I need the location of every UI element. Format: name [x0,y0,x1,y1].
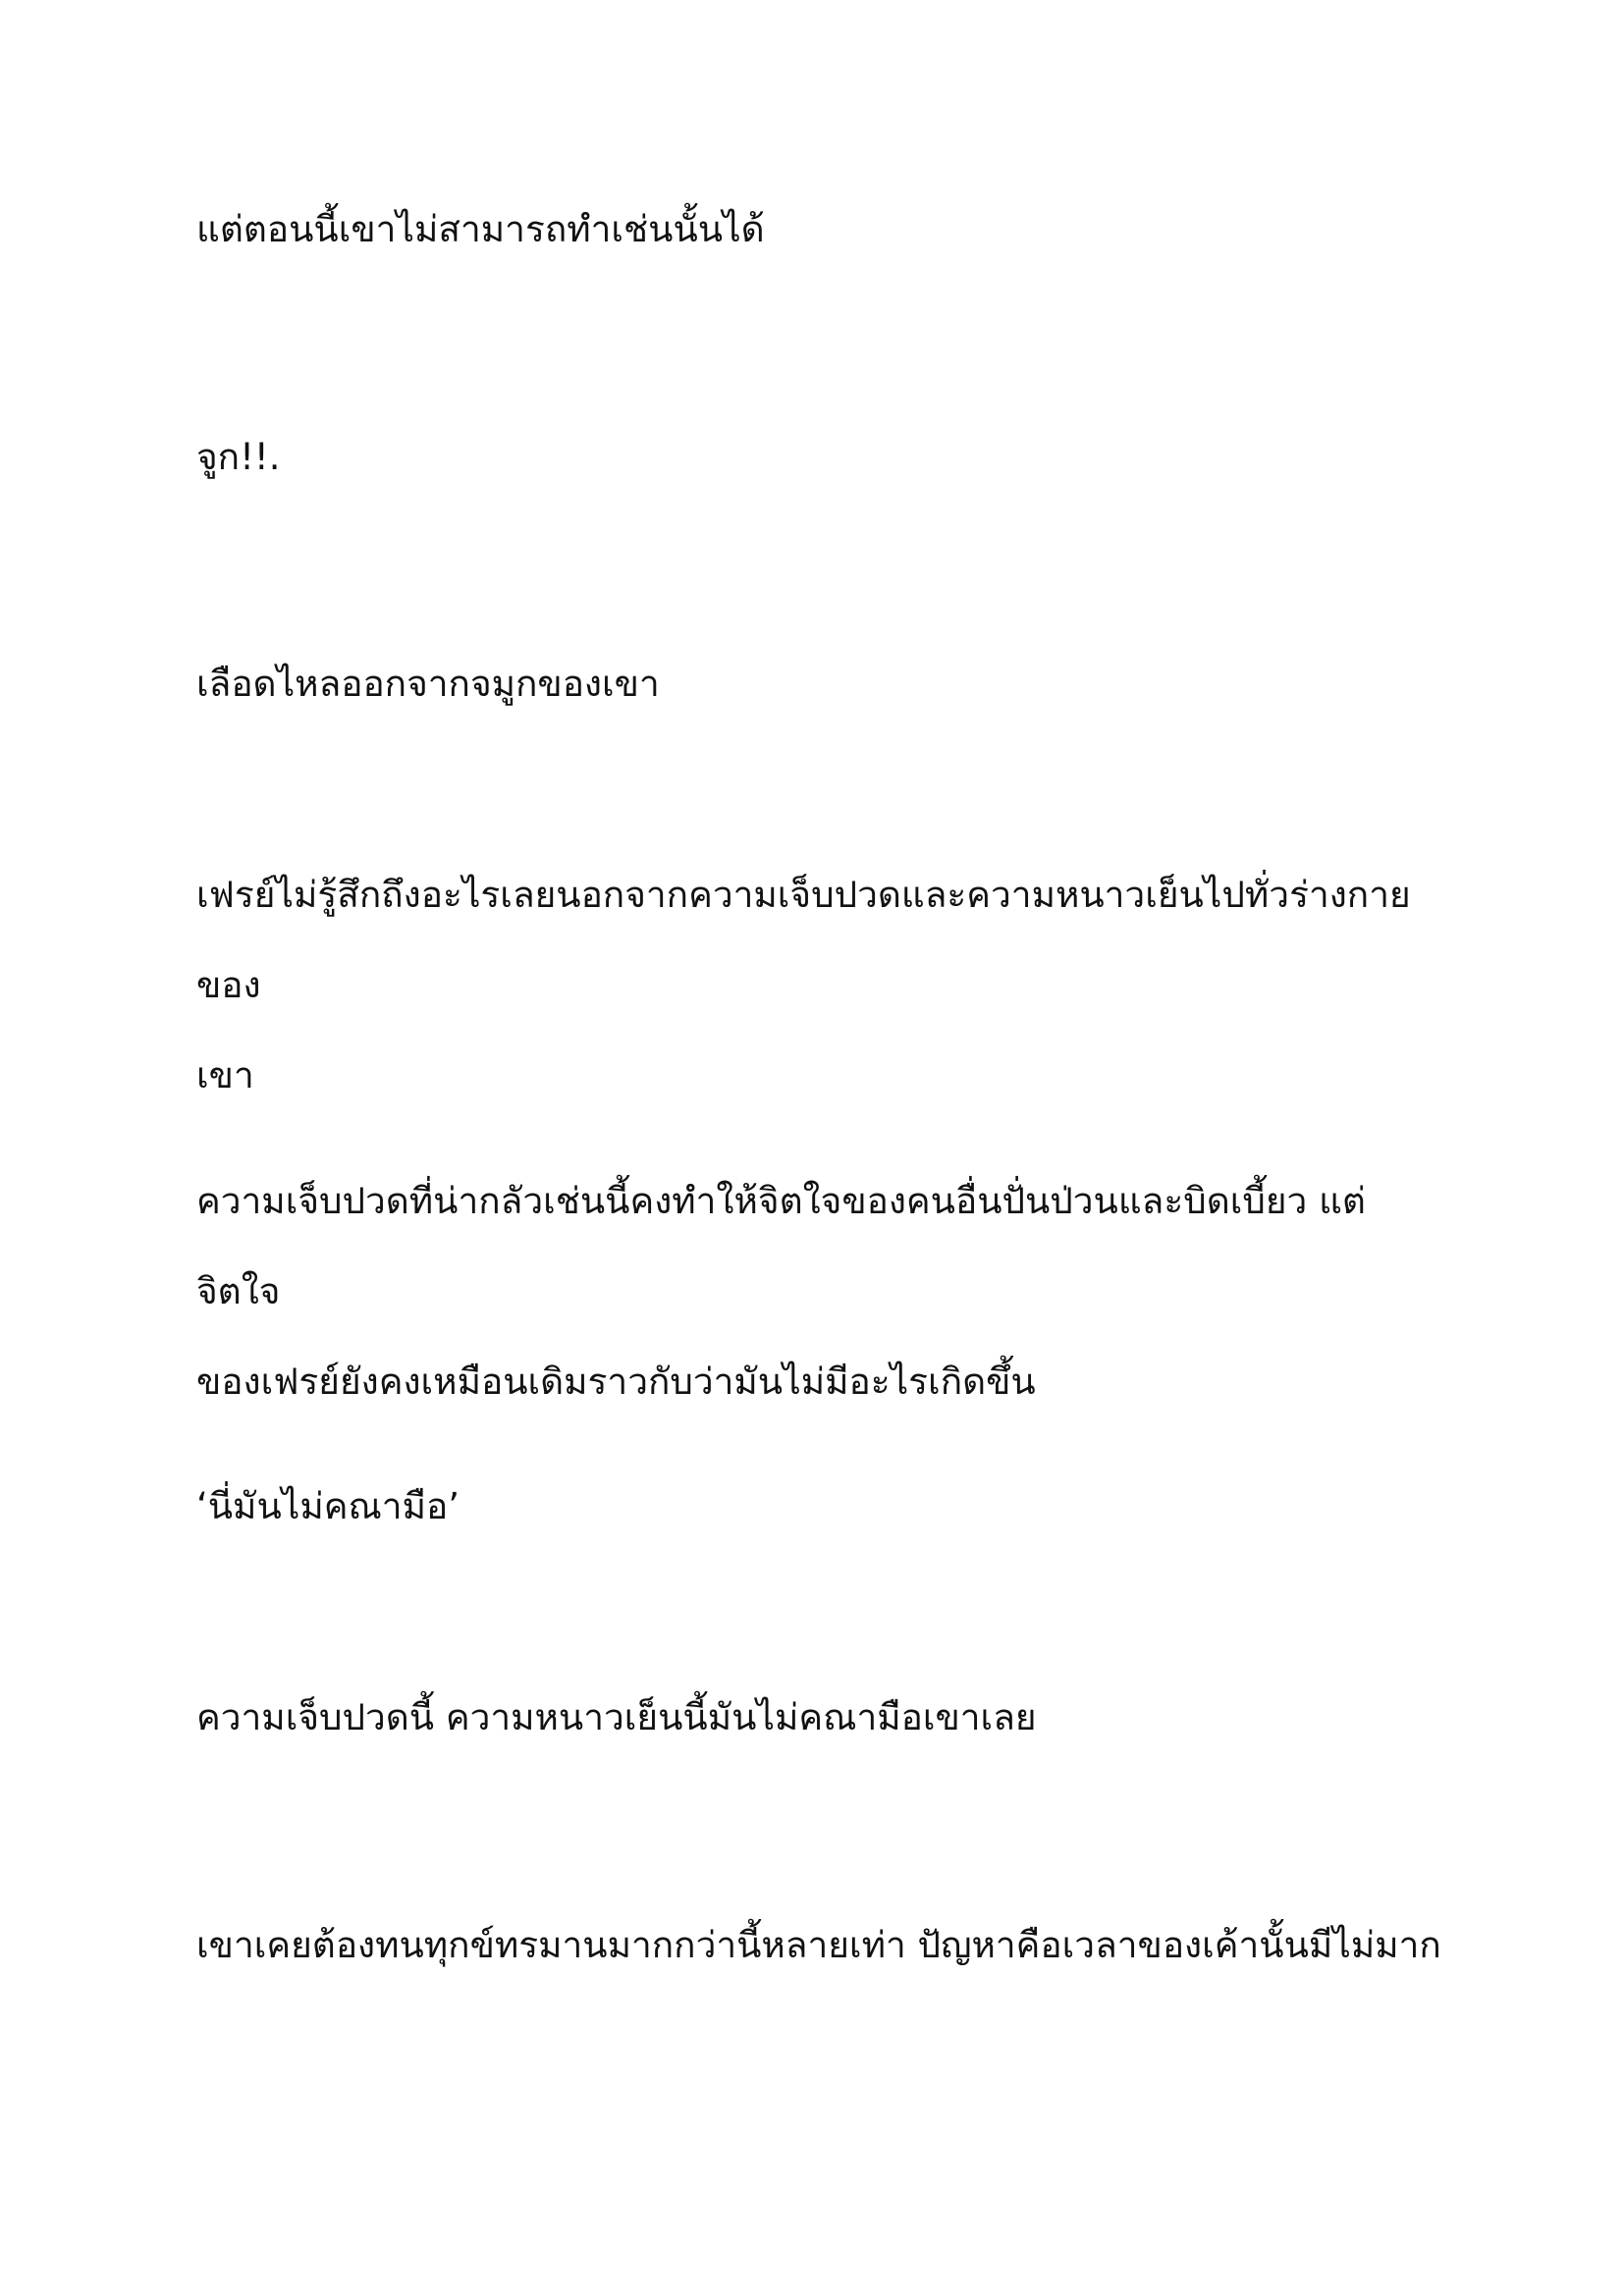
paragraph [196,639,1443,729]
paragraph-line: จูก!!. [196,436,281,478]
paragraph [196,1900,1443,1991]
paragraph [196,850,1443,1121]
paragraph-line: เลือดไหลออกจากจมูกของเขา [196,663,660,705]
paragraph [196,185,1443,275]
paragraph [196,1156,1443,1427]
paragraph-line: แต่ตอนนี้เขาไม่สามารถทำเช่นนั้นได้ [196,208,765,250]
paragraph-line: ความเจ็บปวดที่น่ากลัวเช่นนี้คงทำให้จิตใจของคนอื่นปั่นป่วนและบิดเบี้ยว แต่จิตใจ [196,1180,1366,1312]
paragraph-line: ของเฟรย์ยังคงเหมือนเดิมราวกับว่ามันไม่มีอะไรเกิดขึ้น [196,1361,1036,1403]
paragraph [196,1673,1443,1763]
paragraph [196,412,1443,503]
paragraph-line: เฟรย์ไม่รู้สึกถึงอะไรเลยนอกจากความเจ็บปวดและความหนาวเย็นไปทั่วร่างกายของ [196,874,1411,1006]
paragraph-line: ‘นี่มันไม่คณามือ’ [196,1485,460,1527]
paragraph-line: เขาเคยต้องทนทุกข์ทรมานมากกว่านี้หลายเท่า ปัญหาคือเวลาของเค้านั้นมีไม่มาก [196,1924,1441,1966]
paragraph-line: เขา [196,1054,254,1096]
paragraph [196,1462,1443,1552]
paragraph-line: ความเจ็บปวดนี้ ความหนาวเย็นนี้มันไม่คณามือเขาเลย [196,1696,1037,1738]
